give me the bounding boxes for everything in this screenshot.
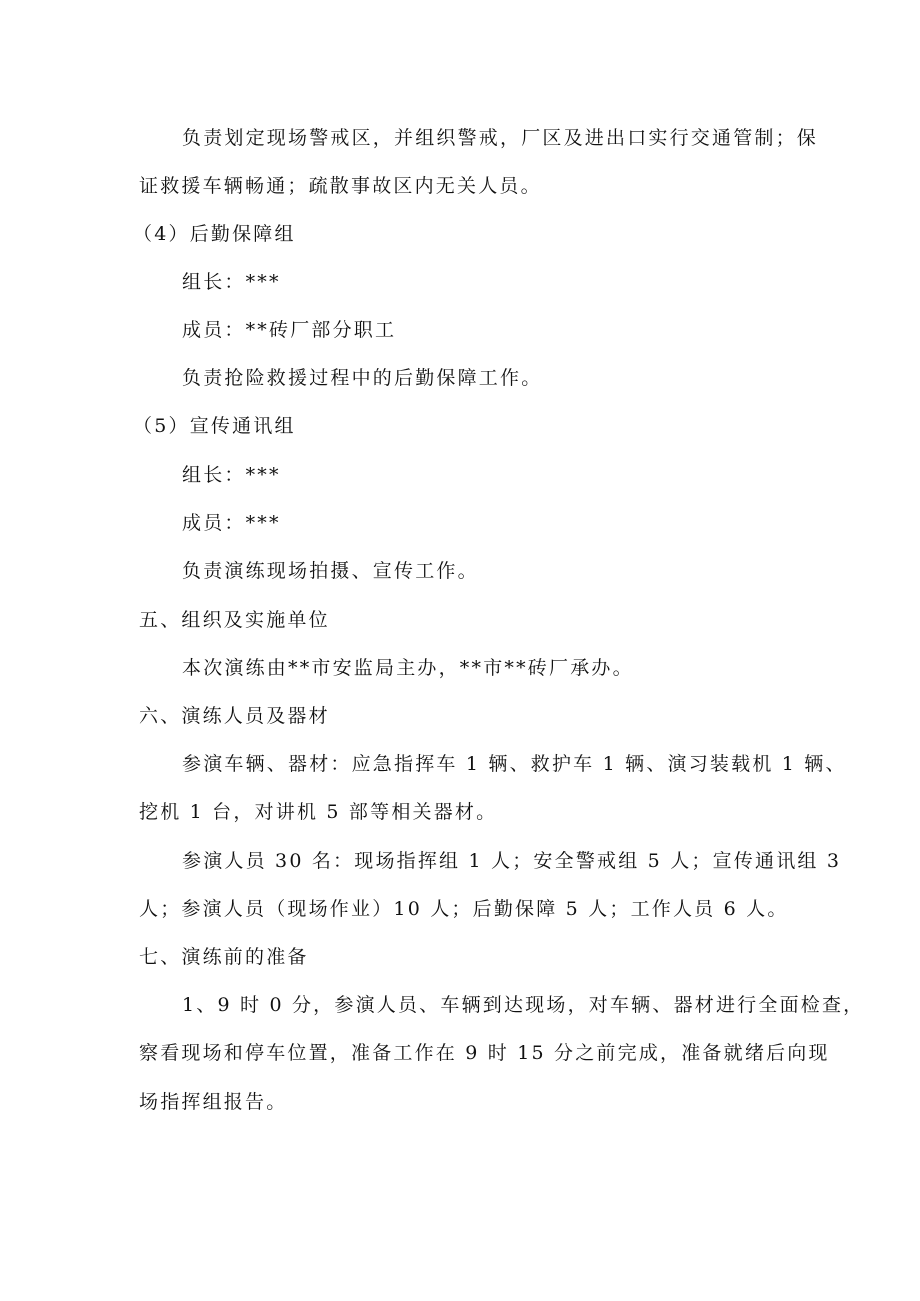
paragraph-line: 负责演练现场拍摄、宣传工作。 bbox=[182, 560, 479, 582]
paragraph-line: 组长：*** bbox=[182, 464, 281, 486]
paragraph-line: 参演车辆、器材：应急指挥车 1 辆、救护车 1 辆、演习装载机 1 辆、 bbox=[182, 753, 847, 775]
section-heading: （4）后勤保障组 bbox=[133, 223, 296, 245]
paragraph-line: 证救援车辆畅通；疏散事故区内无关人员。 bbox=[139, 175, 542, 197]
paragraph-line: 场指挥组报告。 bbox=[139, 1091, 288, 1113]
paragraph-line: 察看现场和停车位置，准备工作在 9 时 15 分之前完成，准备就绪后向现 bbox=[139, 1042, 830, 1064]
paragraph-line: 参演人员 30 名：现场指挥组 1 人；安全警戒组 5 人；宣传通讯组 3 bbox=[182, 850, 842, 872]
paragraph-line: 成员：**砖厂部分职工 bbox=[182, 319, 397, 341]
paragraph-line: 成员：*** bbox=[182, 512, 281, 534]
paragraph-line: 负责划定现场警戒区，并组织警戒，厂区及进出口实行交通管制；保 bbox=[182, 127, 819, 149]
section-heading: 六、演练人员及器材 bbox=[139, 705, 330, 727]
paragraph-line: 本次演练由**市安监局主办，**市**砖厂承办。 bbox=[182, 657, 634, 679]
paragraph-line: 1、9 时 0 分，参演人员、车辆到达现场，对车辆、器材进行全面检查， bbox=[182, 994, 865, 1016]
section-heading: （5）宣传通讯组 bbox=[133, 415, 296, 437]
section-heading: 七、演练前的准备 bbox=[139, 946, 309, 968]
section-heading: 五、组织及实施单位 bbox=[139, 609, 330, 631]
paragraph-line: 挖机 1 台，对讲机 5 部等相关器材。 bbox=[139, 801, 498, 823]
paragraph-line: 人；参演人员（现场作业）10 人；后勤保障 5 人；工作人员 6 人。 bbox=[139, 898, 789, 920]
paragraph-line: 负责抢险救援过程中的后勤保障工作。 bbox=[182, 367, 543, 389]
paragraph-line: 组长：*** bbox=[182, 271, 281, 293]
